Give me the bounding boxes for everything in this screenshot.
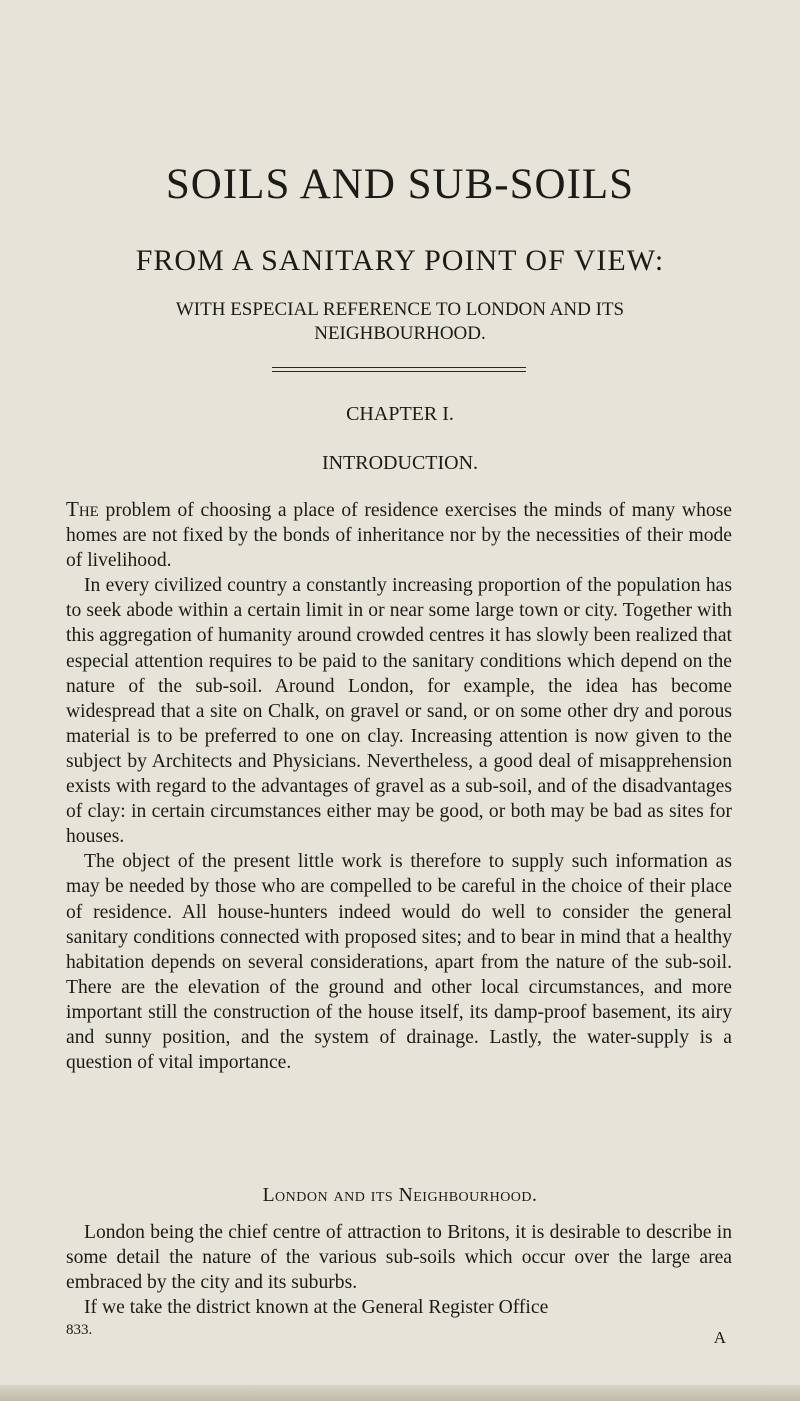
- signature-letter: A: [713, 1328, 726, 1347]
- section-text: [66, 1220, 732, 1320]
- chapter-title: INTRODUCTION.: [321, 452, 479, 474]
- signature-number: 833.: [66, 1322, 93, 1338]
- drop-lead-word: The: [66, 497, 99, 521]
- paragraph-3: The object of the present little work is therefore to supply such information as may be needed by those who are compelled to be careful in the choice of their place of residence. All house-hunters indeed would do well to consider the general sanitary conditions connected with proposed sites; and to bear in mind that a healthy habitation depends on several considerations, apart from the nature of the sub-soil. There are the elevation of the ground and other local circumstances, and more important still the construction of the house itself, its damp-proof basement, its airy and sunny position, and the system of drainage. Lastly, the water-supply is a question of vital importance.: [66, 851, 732, 1074]
- paragraph-4: London being the chief centre of attraction to Britons, it is desirable to describe in some detail the nature of the various sub-soils which occur over the large area embraced by the city and its suburbs.: [66, 1222, 732, 1294]
- title-rule-top: [272, 367, 526, 368]
- section-heading: London and its Neighbourhood.: [262, 1185, 538, 1206]
- paragraph-1-text: problem of choosing a place of residence exercises the minds of many whose homes are not fixed by the bonds of inheritance nor by the necessities of their mode of livelihood.: [66, 500, 732, 572]
- paragraph-5: If we take the district known at the General Register Office: [84, 1297, 549, 1319]
- book-subtitle: FROM A SANITARY POINT OF VIEW:: [135, 244, 665, 277]
- book-subtitle-detail: WITH ESPECIAL REFERENCE TO LONDON AND ITS NEIGHBOURHOOD.: [175, 299, 625, 344]
- page-bottom-edge: [0, 1385, 800, 1401]
- book-title: SOILS AND SUB-SOILS: [165, 161, 635, 208]
- chapter-number: CHAPTER I.: [346, 403, 454, 425]
- paragraph-1: [66, 497, 732, 573]
- title-rule-bottom: [272, 371, 526, 372]
- paragraph-2: In every civilized country a constantly increasing proportion of the population has to seek abode within a certain limit in or near some large town or city. Together with this aggregation of humanity around crowded centres it has slowly been realized that especial attention requires to be paid to the sanitary conditions which depend on the nature of the sub-soil. Around London, for example, the idea has become widespread that a site on Chalk, on gravel or sand, or on some other dry and porous material is to be preferred to one on clay. Increasing attention is now given to the subject by Architects and Physicians. Nevertheless, a good deal of misapprehension exists with regard to the advantages of gravel as a sub-soil, and of the disadvantages of clay: in certain circumstances either may be good, or both may be bad as sites for houses.: [66, 575, 732, 848]
- introduction-text: [66, 497, 732, 1075]
